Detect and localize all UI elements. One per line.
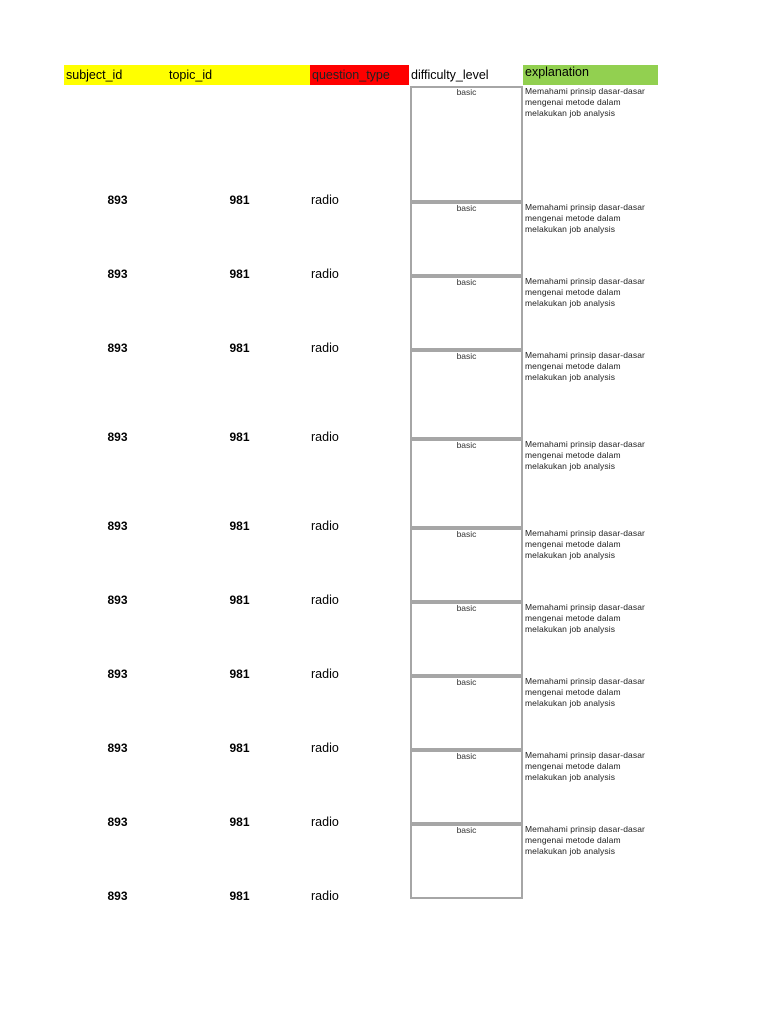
topic-id-cell: 981	[229, 341, 250, 355]
explanation-cell: Memahami prinsip dasar-dasar mengenai metode dalam melakukan job analysis	[525, 276, 645, 308]
header-subject-id: subject_id	[64, 65, 167, 85]
difficulty-cell-border	[410, 86, 523, 202]
difficulty-cell-border	[410, 439, 523, 528]
question-type-cell: radio	[311, 889, 339, 903]
explanation-cell: Memahami prinsip dasar-dasar mengenai metode dalam melakukan job analysis	[525, 750, 645, 782]
difficulty-level-cell: basic	[456, 677, 477, 687]
table-row	[0, 439, 768, 533]
difficulty-cell-border	[410, 602, 523, 676]
table-row	[0, 276, 768, 355]
explanation-cell: Memahami prinsip dasar-dasar mengenai metode dalam melakukan job analysis	[525, 350, 645, 382]
difficulty-cell-border	[410, 528, 523, 602]
difficulty-level-cell: basic	[456, 87, 477, 97]
explanation-cell: Memahami prinsip dasar-dasar mengenai metode dalam melakukan job analysis	[525, 202, 645, 234]
difficulty-cell-border	[410, 202, 523, 276]
question-type-cell: radio	[311, 741, 339, 755]
topic-id-cell: 981	[229, 430, 250, 444]
difficulty-level-cell: basic	[456, 440, 477, 450]
subject-id-cell: 893	[107, 341, 128, 355]
table-row	[0, 676, 768, 755]
table-row	[0, 824, 768, 903]
topic-id-cell: 981	[229, 519, 250, 533]
subject-id-cell: 893	[107, 667, 128, 681]
topic-id-cell: 981	[229, 667, 250, 681]
question-type-cell: radio	[311, 430, 339, 444]
header-difficulty-level: difficulty_level	[409, 65, 523, 85]
difficulty-cell-border	[410, 350, 523, 439]
explanation-cell: Memahami prinsip dasar-dasar mengenai metode dalam melakukan job analysis	[525, 824, 645, 856]
question-type-cell: radio	[311, 267, 339, 281]
topic-id-cell: 981	[229, 267, 250, 281]
question-type-cell: radio	[311, 519, 339, 533]
subject-id-cell: 893	[107, 193, 128, 207]
difficulty-level-cell: basic	[456, 529, 477, 539]
table-row	[0, 202, 768, 281]
difficulty-level-cell: basic	[456, 351, 477, 361]
difficulty-cell-border	[410, 276, 523, 350]
explanation-cell: Memahami prinsip dasar-dasar mengenai metode dalam melakukan job analysis	[525, 602, 645, 634]
difficulty-level-cell: basic	[456, 825, 477, 835]
question-type-cell: radio	[311, 667, 339, 681]
explanation-cell: Memahami prinsip dasar-dasar mengenai metode dalam melakukan job analysis	[525, 528, 645, 560]
difficulty-level-cell: basic	[456, 751, 477, 761]
question-type-cell: radio	[311, 193, 339, 207]
topic-id-cell: 981	[229, 889, 250, 903]
topic-id-cell: 981	[229, 815, 250, 829]
question-type-cell: radio	[311, 593, 339, 607]
difficulty-cell-border	[410, 676, 523, 750]
difficulty-level-cell: basic	[456, 277, 477, 287]
table-row	[0, 750, 768, 829]
subject-id-cell: 893	[107, 430, 128, 444]
subject-id-cell: 893	[107, 267, 128, 281]
header-question-type: question_type	[310, 65, 409, 85]
difficulty-cell-border	[410, 824, 523, 899]
table-row	[0, 350, 768, 444]
explanation-cell: Memahami prinsip dasar-dasar mengenai metode dalam melakukan job analysis	[525, 676, 645, 708]
table-row	[0, 86, 768, 207]
table-row	[0, 528, 768, 607]
header-topic-id: topic_id	[167, 65, 310, 85]
subject-id-cell: 893	[107, 889, 128, 903]
explanation-cell: Memahami prinsip dasar-dasar mengenai metode dalam melakukan job analysis	[525, 439, 645, 471]
question-type-cell: radio	[311, 341, 339, 355]
difficulty-cell-border	[410, 750, 523, 824]
difficulty-level-cell: basic	[456, 603, 477, 613]
explanation-cell: Memahami prinsip dasar-dasar mengenai metode dalam melakukan job analysis	[525, 86, 645, 118]
question-type-cell: radio	[311, 815, 339, 829]
topic-id-cell: 981	[229, 741, 250, 755]
subject-id-cell: 893	[107, 593, 128, 607]
topic-id-cell: 981	[229, 193, 250, 207]
table-row	[0, 602, 768, 681]
header-explanation: explanation	[523, 65, 658, 85]
subject-id-cell: 893	[107, 815, 128, 829]
difficulty-level-cell: basic	[456, 203, 477, 213]
subject-id-cell: 893	[107, 741, 128, 755]
topic-id-cell: 981	[229, 593, 250, 607]
subject-id-cell: 893	[107, 519, 128, 533]
